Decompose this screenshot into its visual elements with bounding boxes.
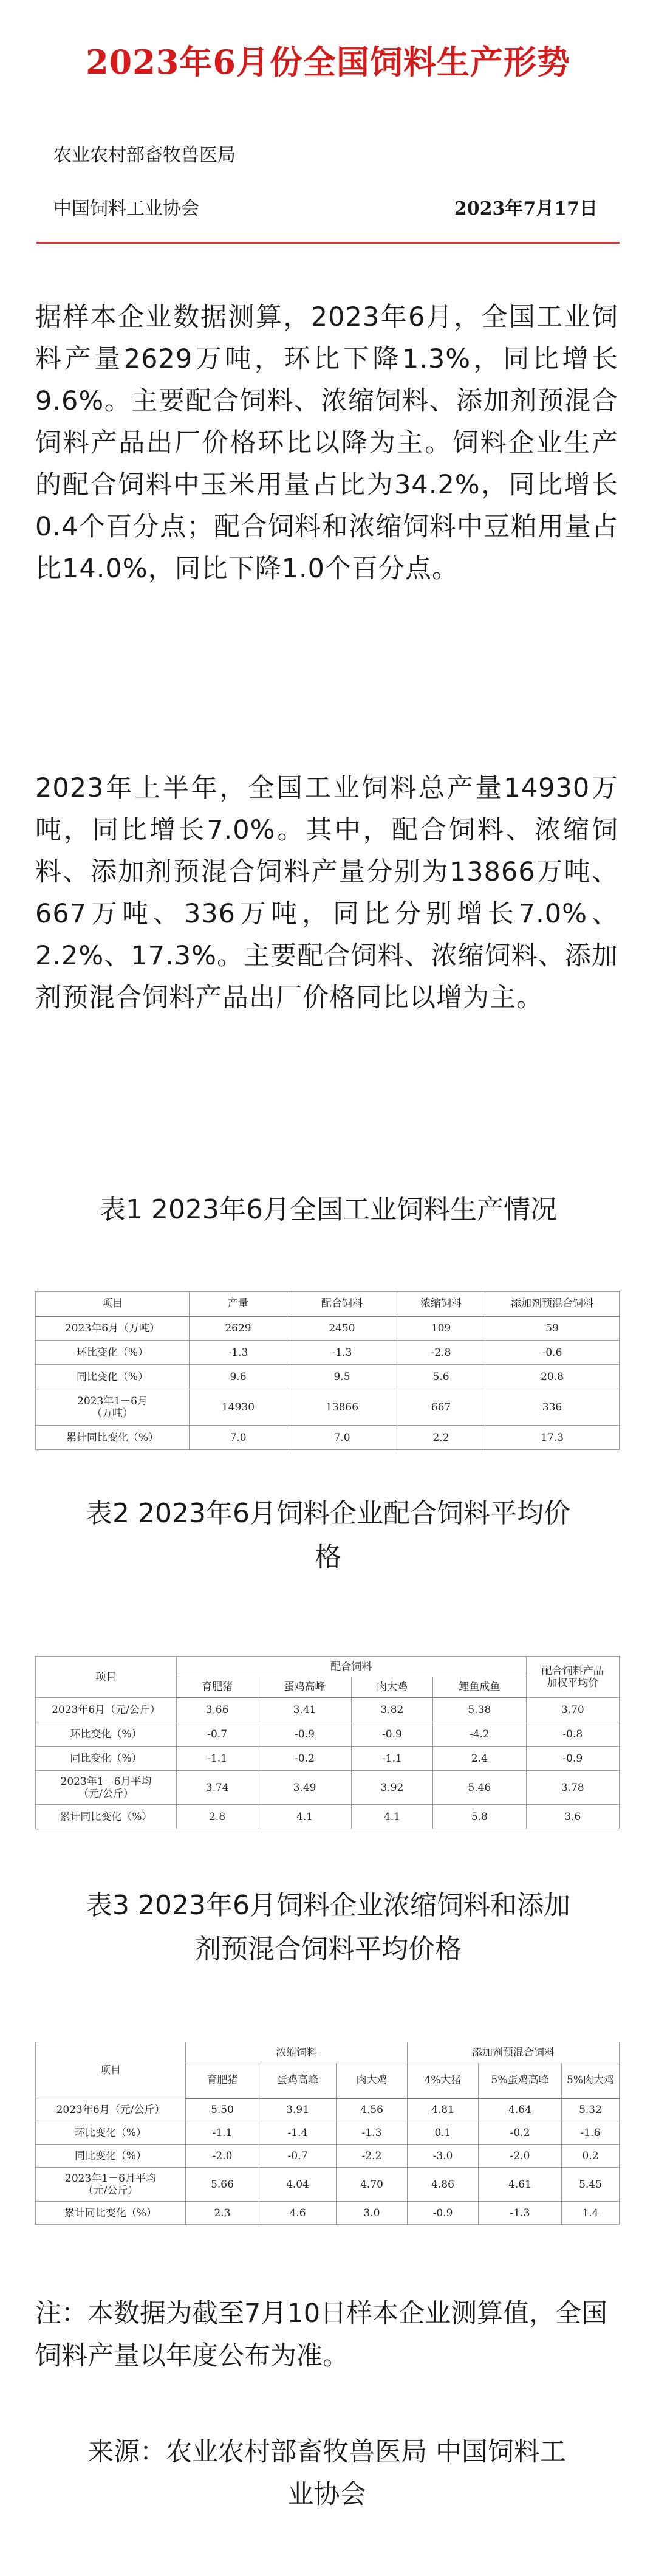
row-label: 同比变化（%） (36, 1747, 177, 1771)
cell: 1.4 (562, 2202, 620, 2225)
cell: 3.92 (351, 1771, 432, 1805)
cell: 3.82 (351, 1698, 432, 1722)
cell: 109 (397, 1316, 485, 1341)
cell: 4.1 (258, 1805, 351, 1829)
table-row (36, 1805, 620, 1829)
cell: -1.3 (337, 2121, 408, 2145)
source-line: 来源：农业农村部畜牧兽医局 中国饲料工 (87, 2437, 566, 2467)
header-line: 配合饲料产品 (541, 1664, 604, 1677)
table-row (36, 2202, 620, 2225)
table3-caption (24, 1884, 632, 1971)
table2-header-carp: 鲤鱼成鱼 (433, 1677, 526, 1698)
table3-header-broiler: 肉大鸡 (337, 2063, 408, 2098)
document-title: 2023年6月份全国饲料生产形势 (86, 43, 570, 81)
cell: -1.6 (562, 2121, 620, 2145)
row-label: 同比变化（%） (36, 2145, 186, 2168)
cell: 4.61 (479, 2168, 562, 2202)
cell: 3.70 (526, 1698, 619, 1722)
cell: 4.6 (259, 2202, 337, 2225)
table2-header-fattening-pig: 育肥猪 (176, 1677, 258, 1698)
table-row (36, 1426, 620, 1450)
cell: -1.4 (259, 2121, 337, 2145)
table2-caption-line: 格 (315, 1542, 341, 1573)
paragraph-half-year-summary: 2023年上半年，全国工业饲料总产量14930万吨，同比增长7.0%。其中，配合饲料、浓缩饲料、添加剂预混合饲料产量分别为13866万吨、667万吨、336万吨，同比分别增长7.0%、2.2%、17.3%。主要配合饲料、浓缩饲料、添加剂预混合饲料产品出厂价格同比以增为主。 (35, 773, 618, 1013)
cell: 17.3 (485, 1426, 620, 1450)
cell: -1.3 (479, 2202, 562, 2225)
cell: 2629 (190, 1316, 287, 1341)
row-label (36, 1771, 177, 1805)
table1-production (35, 1291, 620, 1450)
cell: 3.74 (176, 1771, 258, 1805)
cell: 5.66 (186, 2168, 259, 2202)
row-label: 环比变化（%） (36, 1722, 177, 1747)
cell: 20.8 (485, 1365, 620, 1389)
cell: -4.2 (433, 1722, 526, 1747)
cell: -0.9 (526, 1747, 619, 1771)
cell: -2.0 (186, 2145, 259, 2168)
cell: -2.0 (479, 2145, 562, 2168)
row-label (36, 2168, 186, 2202)
cell: 3.78 (526, 1771, 619, 1805)
table3-header-fattening-pig: 育肥猪 (186, 2063, 259, 2098)
cell: -0.9 (258, 1722, 351, 1747)
cell: 4.56 (337, 2098, 408, 2121)
table-row (36, 1747, 620, 1771)
row-label: 2023年6月（元/公斤） (36, 2098, 186, 2121)
cell: -0.8 (526, 1722, 619, 1747)
cell: -0.9 (351, 1722, 432, 1747)
header-line: 加权平均价 (547, 1677, 599, 1689)
table-row (36, 2168, 620, 2202)
row-label-line: 2023年1－6月 (77, 1395, 148, 1407)
cell: 3.41 (258, 1698, 351, 1722)
cell: 5.46 (433, 1771, 526, 1805)
cell: 7.0 (190, 1426, 287, 1450)
table1-header-compound: 配合饲料 (287, 1292, 397, 1316)
cell: 336 (485, 1389, 620, 1426)
table-row (36, 2098, 620, 2121)
table3-header-item: 项目 (36, 2042, 186, 2098)
cell: 3.0 (337, 2202, 408, 2225)
cell: -1.3 (287, 1341, 397, 1365)
header-divider (36, 242, 620, 244)
cell: 667 (397, 1389, 485, 1426)
cell: -1.3 (190, 1341, 287, 1365)
cell: -0.7 (259, 2145, 337, 2168)
cell: 5.38 (433, 1698, 526, 1722)
table-row (36, 1365, 620, 1389)
cell: 3.66 (176, 1698, 258, 1722)
table3-header-5pct-broiler: 5%肉大鸡 (562, 2063, 620, 2098)
issuer-association: 中国饲料工业协会 (53, 198, 199, 219)
cell: 4.86 (408, 2168, 479, 2202)
table3-header-5pct-layer: 5%蛋鸡高峰 (479, 2063, 562, 2098)
table-row (36, 1316, 620, 1341)
table2-header-item: 项目 (36, 1657, 177, 1698)
cell: 5.45 (562, 2168, 620, 2202)
cell: 7.0 (287, 1426, 397, 1450)
table2-caption (24, 1492, 632, 1579)
row-label: 累计同比变化（%） (36, 2202, 186, 2225)
cell: 5.8 (433, 1805, 526, 1829)
cell: -0.2 (479, 2121, 562, 2145)
row-label-line: （元/公斤） (83, 2184, 138, 2197)
cell: 3.6 (526, 1805, 619, 1829)
table2-caption-line: 表2 2023年6月饲料企业配合饲料平均价 (86, 1498, 570, 1529)
cell: 4.64 (479, 2098, 562, 2121)
cell: 2.4 (433, 1747, 526, 1771)
table-row (36, 1722, 620, 1747)
cell: 2.3 (186, 2202, 259, 2225)
cell: 0.2 (562, 2145, 620, 2168)
cell: 2450 (287, 1316, 397, 1341)
table-row (36, 1341, 620, 1365)
row-label-line: （万吨） (92, 1407, 133, 1420)
table1-header-premix: 添加剂预混合饲料 (485, 1292, 620, 1316)
cell: -1.1 (351, 1747, 432, 1771)
table-row (36, 1698, 620, 1722)
row-label: 环比变化（%） (36, 2121, 186, 2145)
source-attribution (35, 2431, 618, 2516)
row-label-line: （元/公斤） (78, 1787, 134, 1800)
table1-caption: 表1 2023年6月全国工业饲料生产情况 (99, 1194, 557, 1225)
table-row (36, 1389, 620, 1426)
cell: 0.1 (408, 2121, 479, 2145)
cell: 9.6 (190, 1365, 287, 1389)
table-row (36, 2121, 620, 2145)
table3-header-group-premix: 添加剂预混合饲料 (408, 2042, 620, 2063)
row-label (36, 1389, 190, 1426)
row-label: 累计同比变化（%） (36, 1805, 177, 1829)
publish-date: 2023年7月17日 (454, 198, 598, 219)
cell: -2.2 (337, 2145, 408, 2168)
cell: 9.5 (287, 1365, 397, 1389)
cell: -1.1 (186, 2121, 259, 2145)
footnote: 注：本数据为截至7月10日样本企业测算值，全国饲料产量以年度公布为准。 (35, 2298, 608, 2371)
cell: 3.49 (258, 1771, 351, 1805)
row-label-line: 2023年1－6月平均 (60, 1775, 152, 1788)
cell: -0.6 (485, 1341, 620, 1365)
table2-header-broiler: 肉大鸡 (351, 1677, 432, 1698)
source-line: 业协会 (287, 2479, 366, 2510)
cell: -1.1 (176, 1747, 258, 1771)
cell: 5.6 (397, 1365, 485, 1389)
cell: 2.2 (397, 1426, 485, 1450)
table2-header-layer-peak: 蛋鸡高峰 (258, 1677, 351, 1698)
row-label: 2023年6月（元/公斤） (36, 1698, 177, 1722)
paragraph-june-summary: 据样本企业数据测算，2023年6月，全国工业饲料产量2629万吨，环比下降1.3%，同比增长9.6%。主要配合饲料、浓缩饲料、添加剂预混合饲料产品出厂价格环比以降为主。饲料企业生产的配合饲料中玉米用量占比为34.2%，同比增长0.4个百分点；配合饲料和浓缩饲料中豆粕用量占比14.0%，同比下降1.0个百分点。 (35, 302, 618, 584)
cell: -0.9 (408, 2202, 479, 2225)
table3-header-group-concentrate: 浓缩饲料 (186, 2042, 408, 2063)
cell: -0.2 (258, 1747, 351, 1771)
cell: 4.1 (351, 1805, 432, 1829)
table-row (36, 2145, 620, 2168)
table3-header-4pct-pig: 4%大猪 (408, 2063, 479, 2098)
table2-header-group: 配合饲料 (176, 1657, 526, 1677)
row-label-line: 2023年1－6月平均 (65, 2172, 156, 2185)
cell: -0.7 (176, 1722, 258, 1747)
cell: 5.32 (562, 2098, 620, 2121)
cell: 59 (485, 1316, 620, 1341)
row-label: 2023年6月（万吨） (36, 1316, 190, 1341)
cell: -2.8 (397, 1341, 485, 1365)
cell: 13866 (287, 1389, 397, 1426)
cell: 4.81 (408, 2098, 479, 2121)
cell: 4.04 (259, 2168, 337, 2202)
cell: 4.70 (337, 2168, 408, 2202)
table1-header-item: 项目 (36, 1292, 190, 1316)
table1-header-concentrate: 浓缩饲料 (397, 1292, 485, 1316)
table3-caption-line: 剂预混合饲料平均价格 (194, 1934, 462, 1965)
table3-caption-line: 表3 2023年6月饲料企业浓缩饲料和添加 (86, 1890, 570, 1921)
row-label: 累计同比变化（%） (36, 1426, 190, 1450)
table-row (36, 1771, 620, 1805)
cell: 3.91 (259, 2098, 337, 2121)
table2-header-weighted (526, 1657, 619, 1698)
issuer-ministry: 农业农村部畜牧兽医局 (53, 145, 236, 166)
table2-compound-feed-prices (35, 1656, 620, 1829)
cell: -3.0 (408, 2145, 479, 2168)
table3-concentrate-premix-prices (35, 2042, 620, 2225)
cell: 5.50 (186, 2098, 259, 2121)
table1-header-output: 产量 (190, 1292, 287, 1316)
row-label: 环比变化（%） (36, 1341, 190, 1365)
cell: 2.8 (176, 1805, 258, 1829)
table3-header-layer-peak: 蛋鸡高峰 (259, 2063, 337, 2098)
cell: 14930 (190, 1389, 287, 1426)
row-label: 同比变化（%） (36, 1365, 190, 1389)
